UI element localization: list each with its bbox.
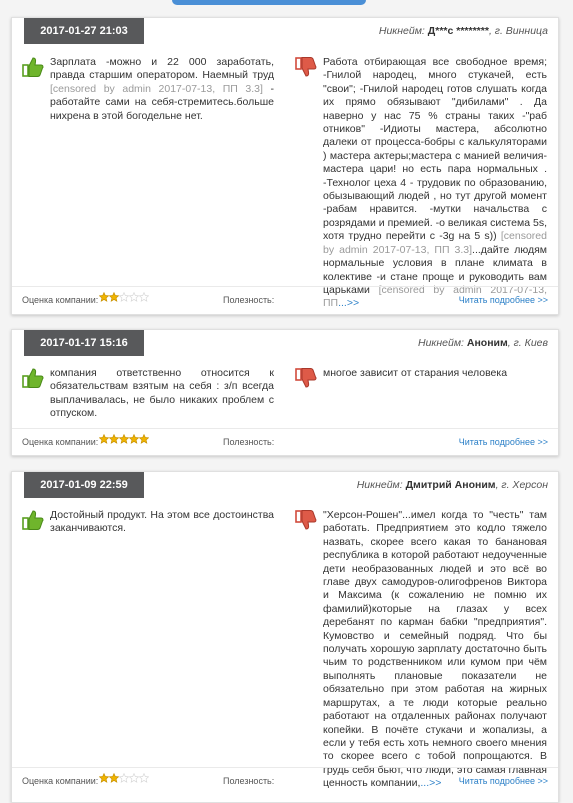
- thumbs-up-icon: [22, 367, 44, 389]
- author-city: г. Киев: [513, 337, 548, 349]
- star-filled-icon: [129, 434, 139, 444]
- pros-text: Достойный продукт. На этом все достоинства заканчиваются.: [50, 509, 274, 535]
- review-card: [11, 329, 559, 456]
- censored-note: [censored by admin 2017-07-13, ПП 3.3]: [50, 82, 263, 95]
- review-card: [11, 471, 559, 803]
- author-city: г. Винница: [494, 25, 548, 37]
- rating-label: Оценка компании:: [22, 437, 99, 447]
- review-card: [11, 17, 559, 315]
- pros-block: [22, 509, 274, 536]
- pros-block: [22, 367, 274, 421]
- pros-text: компания ответственно относится к обязательствам взятым на себя : з/п всегда выплачивалась, не было никаких проблем с отпуском.: [50, 367, 274, 420]
- author-nickname[interactable]: Дмитрий Аноним: [405, 479, 496, 491]
- read-more-link[interactable]: Читать подробнее >>: [458, 437, 548, 447]
- star-empty-icon: [139, 292, 149, 302]
- thumbs-down-icon: [295, 509, 317, 531]
- rating-stars: [99, 434, 149, 446]
- star-empty-icon: [129, 292, 139, 302]
- thumbs-up-icon: [22, 509, 44, 531]
- top-tab-indicator: [172, 0, 366, 5]
- cons-text: "Херсон-Рошен"...имел когда то "честь" там работать. Предприятием это кодло тяжело назвать, скорее всего какая то банановая республика в которой работают недоученные дети необразованных людей и это всё во главе двух самодуров-олигофренов Виктора и Максима (к сожалению не помню их фамилий)которые на глазах у всех деребанят по карман бабки "предприятия". Кумовство и семейный подряд. Что бы получать хорошую зарплату достаточно быть чьим то родственником или кумом при чём выполнять плановые показатели не обязательно при этом работая на жирных маршрутах, а те люди которые реально работают на отдаленных районах получают копейки. В почёте стукачи и жопализы, а если у тебя есть хоть немного своего мнения то скорее всего с тобой попрощаются. В грудь себя бьют, что люди, это самая главная ценность компании,...>>: [323, 509, 547, 790]
- thumbs-down-icon: [295, 56, 317, 78]
- review-footer: [12, 283, 558, 313]
- censored-note: [censored by admin 2017-07-13, ПП: [323, 283, 547, 310]
- usefulness-label: Полезность:: [223, 776, 275, 786]
- star-filled-icon: [119, 434, 129, 444]
- review-footer: [12, 767, 558, 794]
- review-date: 2017-01-27 21:03: [24, 18, 144, 44]
- cons-block: [295, 509, 547, 791]
- star-filled-icon: [99, 292, 109, 302]
- cons-block: [295, 367, 547, 380]
- rating-stars: [99, 773, 149, 785]
- cons-block: [295, 56, 547, 311]
- usefulness-label: Полезность:: [223, 295, 275, 305]
- thumbs-down-icon: [295, 367, 317, 389]
- author-nickname[interactable]: Д***с ********: [427, 25, 489, 37]
- rating-label: Оценка компании:: [22, 776, 99, 786]
- review-author: Никнейм: Д***с ********, г. Винница: [378, 25, 548, 37]
- review-date: 2017-01-09 22:59: [24, 472, 144, 498]
- author-city: г. Херсон: [501, 479, 548, 491]
- pros-text: Зарплата -можно и 22 000 заработать, правда старшим оператором. Наемный труд [censored by admin 2017-07-13, ПП 3.3] - работайте сами на себя-стремитесь.больше нихрена в этой богодельне нет.: [50, 56, 274, 122]
- review-author: Никнейм: Дмитрий Аноним, г. Херсон: [356, 479, 548, 491]
- cons-text: Работа отбирающая все свободное время; -Гнилой народец, много стукачей, есть "свои"; -Гнилой народец готов слушать когда их прямо обязывают "дибилами" . Да наверно у нас 75 % страны таких -"раб отников" -Идиоты мастера, абсолютно далеки от процесса-бобры с калькуляторами ) мастера актеры;мастера с манией величия-мастера цари! но есть пара нормальных . -Технолог цеха 4 - трудовик по образованию, обызывающий людей , но тут другой момент -рабам нравится. -мутки начальства с розрядами и премией. -о великая система 5s, хотя трудно перейти с -3g на 5 s)) [censored by admin 2017-07-13, ПП 3.3]...дайте людям нормальные условия в плане климата в колективе -и стане проще и руководить вам царьками [censored by admin 2017-07-13, ПП...>>: [323, 56, 547, 310]
- review-date: 2017-01-17 15:16: [24, 330, 144, 356]
- review-author: Никнейм: Аноним, г. Киев: [418, 337, 548, 349]
- censored-note: [censored by admin 2017-07-13, ПП 3.3]: [323, 230, 547, 256]
- usefulness-label: Полезность:: [223, 437, 275, 447]
- review-footer: [12, 428, 558, 455]
- star-filled-icon: [109, 292, 119, 302]
- star-filled-icon: [139, 434, 149, 444]
- star-empty-icon: [119, 292, 129, 302]
- expand-link[interactable]: ...>>: [338, 297, 360, 310]
- author-nickname[interactable]: Аноним: [466, 337, 508, 349]
- read-more-link[interactable]: Читать подробнее >>: [458, 776, 548, 786]
- star-filled-icon: [99, 434, 109, 444]
- star-filled-icon: [109, 434, 119, 444]
- expand-link[interactable]: ...>>: [420, 777, 442, 790]
- pros-block: [22, 56, 274, 123]
- rating-stars: [99, 292, 149, 304]
- thumbs-up-icon: [22, 56, 44, 78]
- read-more-link[interactable]: Читать подробнее >>: [458, 295, 548, 305]
- cons-text: многое зависит от старания человека: [323, 367, 508, 379]
- rating-label: Оценка компании:: [22, 295, 99, 305]
